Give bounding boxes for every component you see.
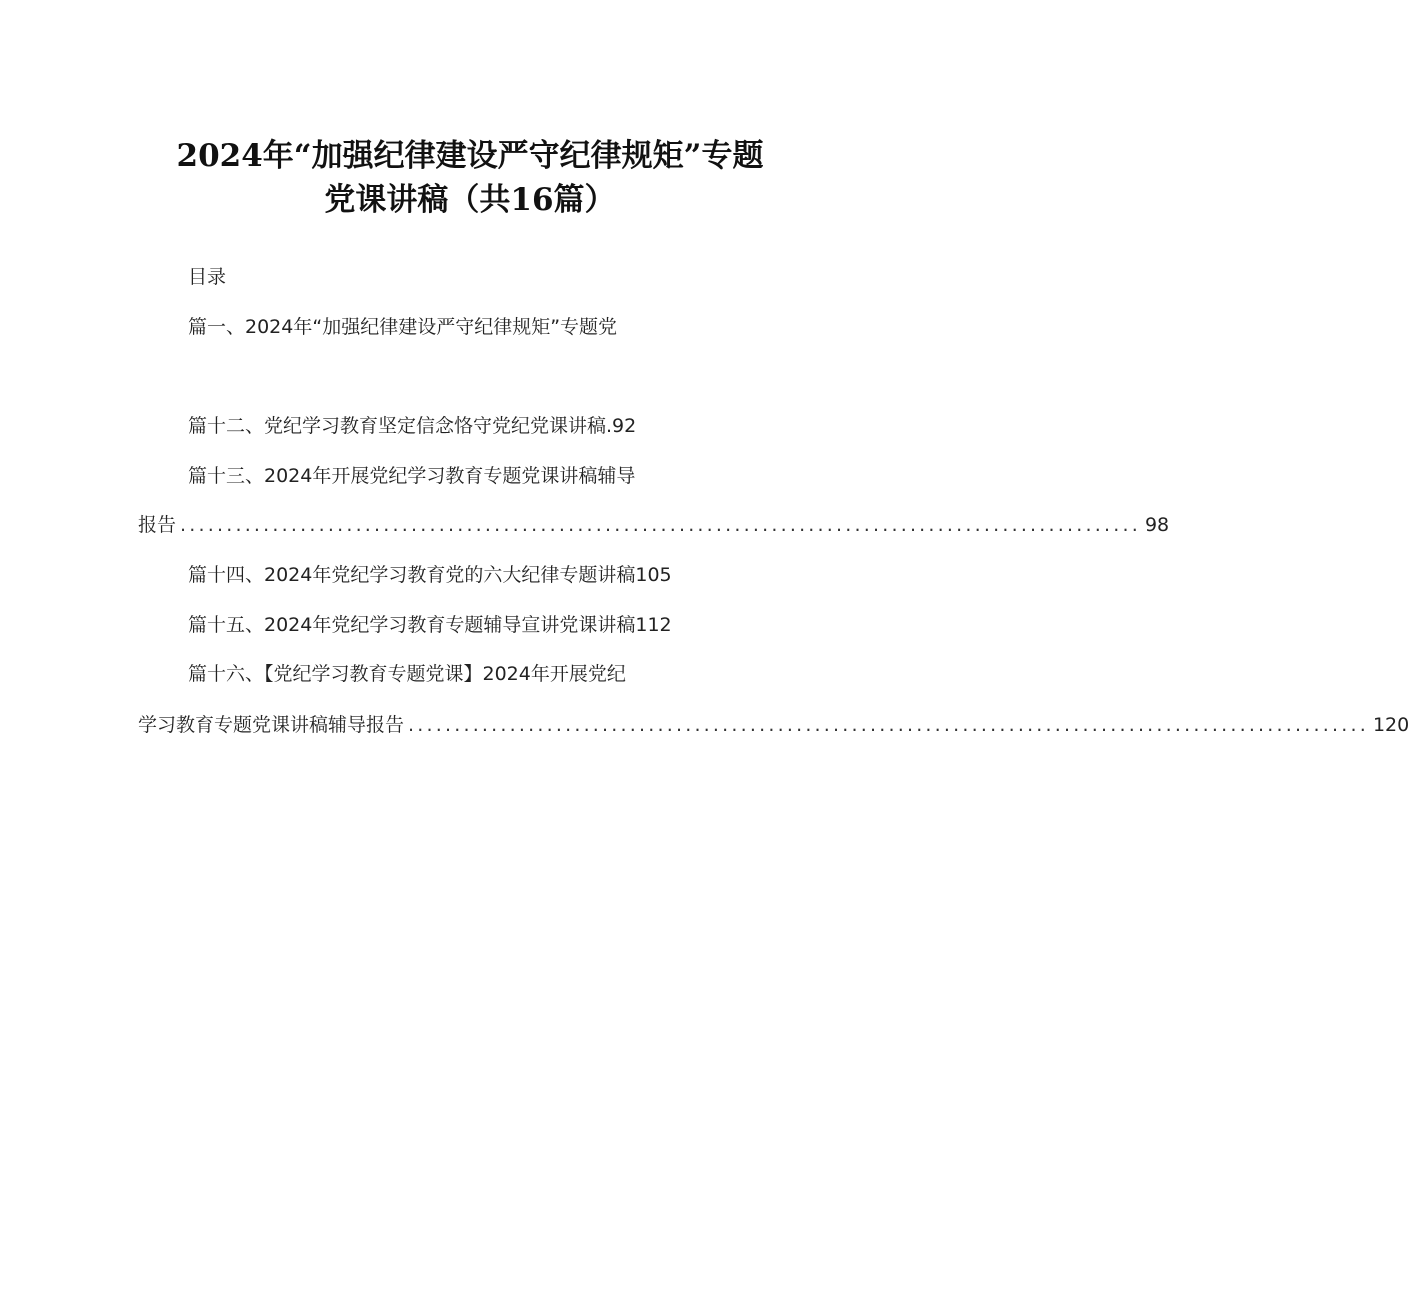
document-title-line-2: 党课讲稿（共16篇） xyxy=(324,182,616,218)
toc-entry-13-page: 98 xyxy=(1144,514,1170,536)
toc-entry-14: 篇十四、2024年党纪学习教育党的六大纪律专题讲稿105 xyxy=(188,564,672,586)
toc-entry-13-line-2 xyxy=(138,512,1170,538)
toc-entry-16-text: 学习教育专题党课讲稿辅导报告 xyxy=(138,714,405,736)
document-title-line-1: 2024年“加强纪律建设严守纪律规矩”专题 xyxy=(176,138,764,174)
toc-entry-13-line-1: 篇十三、2024年开展党纪学习教育专题党课讲稿辅导 xyxy=(188,465,636,487)
toc-entry-16-line-2 xyxy=(138,712,1409,738)
toc-entry-12: 篇十二、党纪学习教育坚定信念恪守党纪党课讲稿.92 xyxy=(188,415,637,437)
toc-entry-1: 篇一、2024年“加强纪律建设严守纪律规矩”专题党 xyxy=(188,316,618,338)
toc-leader-dots: ........................................................................................................ xyxy=(180,514,1141,536)
toc-entry-15: 篇十五、2024年党纪学习教育专题辅导宣讲党课讲稿112 xyxy=(188,614,672,636)
toc-entry-16-page: 120 xyxy=(1372,714,1409,736)
toc-leader-dots: ........................................................................................................ xyxy=(408,714,1369,736)
toc-entry-16-line-1: 篇十六、【党纪学习教育专题党课】2024年开展党纪 xyxy=(188,663,626,685)
toc-entry-13-text: 报告 xyxy=(138,514,177,536)
toc-heading: 目录 xyxy=(188,266,227,288)
